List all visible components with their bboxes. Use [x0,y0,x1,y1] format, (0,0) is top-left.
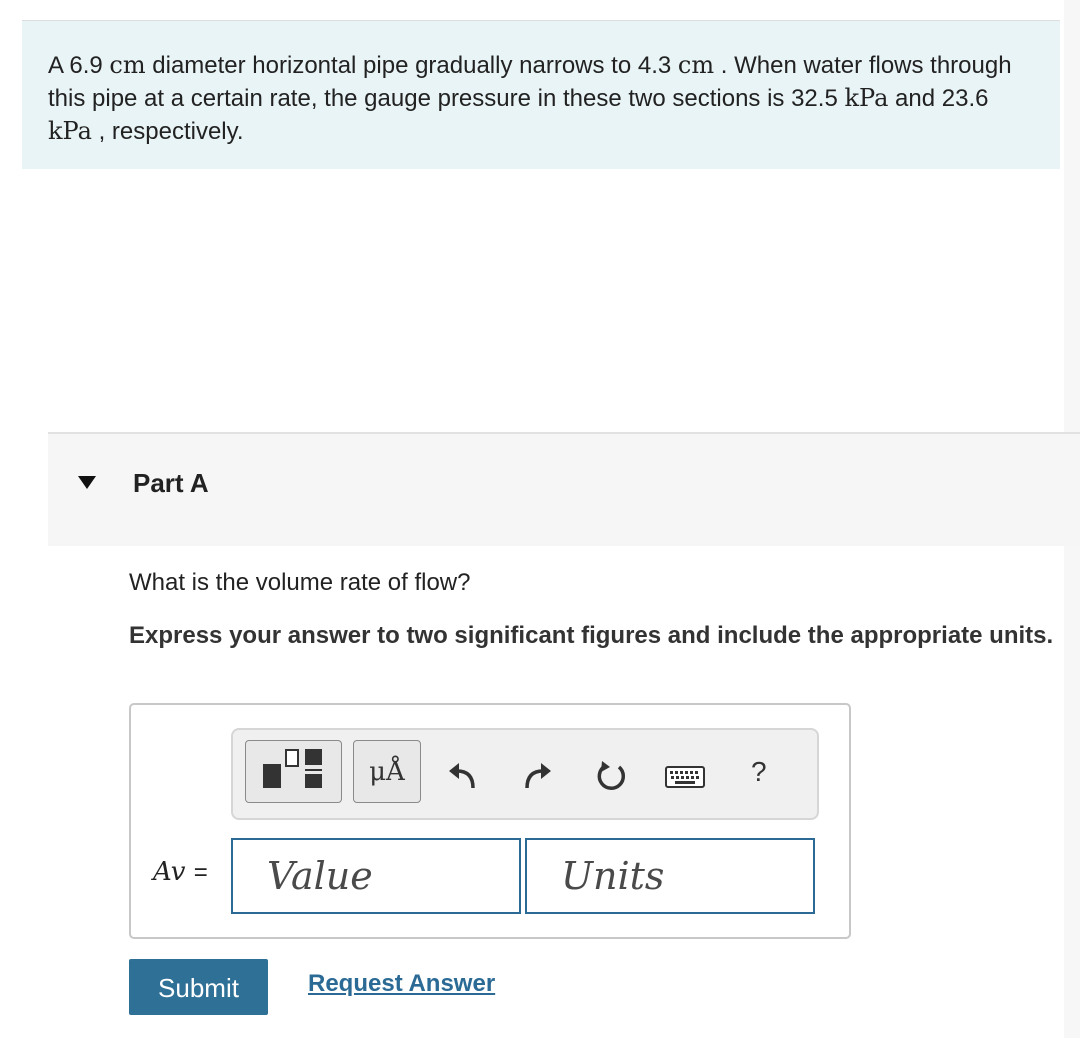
problem-text-3: . When water flows through this pipe at a certain rate, the gauge pressure in these two sections is 32.5 [48,52,1012,112]
units-button[interactable] [353,740,421,803]
unit-cm-1: cm [109,51,146,79]
help-icon[interactable]: ? [751,756,767,787]
problem-text-5: , respectively. [91,118,244,145]
templates-button[interactable] [245,740,342,803]
question-text: What is the volume rate of flow? [129,569,471,596]
unit-kpa-2: kPa [48,117,92,145]
request-answer-link[interactable]: Request Answer [308,970,496,997]
answer-box [129,703,851,939]
value-input[interactable] [231,838,521,914]
problem-statement [22,21,1060,169]
unit-cm-2: cm [677,51,715,79]
math-toolbar [231,728,819,820]
part-title: Part A [133,468,209,498]
problem-text-4: and 23.6 [888,85,989,112]
answer-variable-label [153,857,208,887]
keyboard-icon[interactable] [665,766,705,788]
equals-sign: = [193,859,208,886]
reset-icon[interactable] [593,758,629,794]
redo-icon[interactable] [521,758,555,792]
collapse-triangle-icon[interactable] [78,476,96,489]
unit-kpa-1: kPa [844,84,889,112]
undo-icon[interactable] [445,758,479,792]
variable-name: Av [153,857,186,887]
problem-text-1: A 6.9 [48,52,110,79]
instruction-text: Express your answer to two significant figures and include the appropriate units. [129,622,1054,649]
submit-button[interactable]: Submit [129,959,268,1015]
units-input[interactable] [525,838,815,914]
problem-text-2: diameter horizontal pipe gradually narrows to 4.3 [145,52,678,79]
part-a-header[interactable] [48,432,1080,546]
units-icon: μÅ [369,757,405,787]
